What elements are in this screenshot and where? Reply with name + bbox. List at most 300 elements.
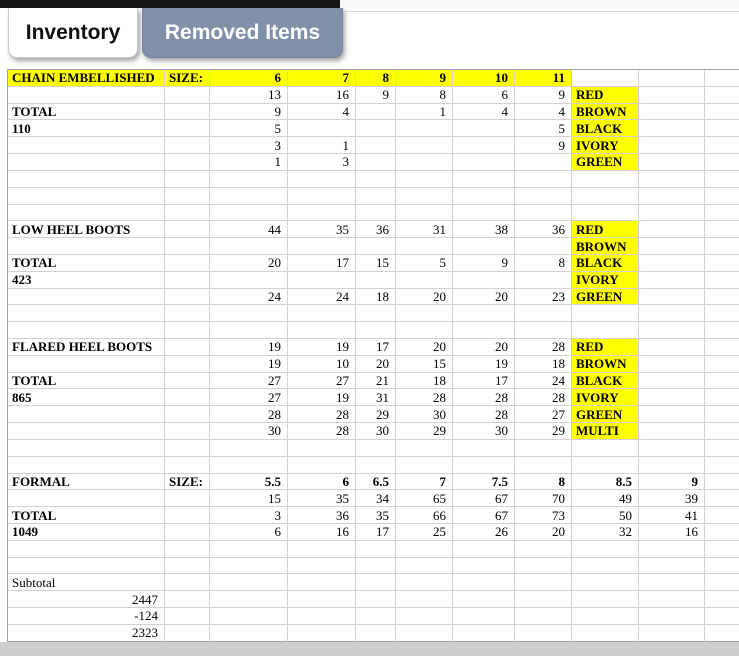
- cell-r28c10[interactable]: [705, 541, 739, 558]
- cell-r2c1[interactable]: [165, 104, 210, 121]
- cell-r10c9[interactable]: [639, 238, 705, 255]
- cell-r6c9[interactable]: [639, 171, 705, 188]
- cell-r10c1[interactable]: [165, 238, 210, 255]
- cell-r24c1[interactable]: SIZE:: [165, 474, 210, 491]
- cell-r32c2[interactable]: [210, 608, 288, 625]
- cell-r16c1[interactable]: [165, 339, 210, 356]
- cell-r10c4[interactable]: [356, 238, 396, 255]
- cell-r27c9[interactable]: 16: [639, 524, 705, 541]
- cell-r12c6[interactable]: [453, 272, 515, 289]
- cell-r18c3[interactable]: 27: [288, 373, 356, 390]
- cell-r9c5[interactable]: 31: [396, 221, 453, 238]
- cell-r22c0[interactable]: [8, 440, 165, 457]
- cell-r26c1[interactable]: [165, 507, 210, 524]
- cell-r0c5[interactable]: 9: [396, 70, 453, 87]
- cell-r21c7[interactable]: 29: [515, 423, 572, 440]
- cell-r5c9[interactable]: [639, 154, 705, 171]
- cell-r32c7[interactable]: [515, 608, 572, 625]
- cell-r10c7[interactable]: [515, 238, 572, 255]
- cell-r29c2[interactable]: [210, 558, 288, 575]
- cell-r31c1[interactable]: [165, 591, 210, 608]
- cell-r7c9[interactable]: [639, 188, 705, 205]
- cell-r30c5[interactable]: [396, 574, 453, 591]
- cell-r16c8[interactable]: RED: [572, 339, 639, 356]
- cell-r12c5[interactable]: [396, 272, 453, 289]
- cell-r30c9[interactable]: [639, 574, 705, 591]
- cell-r6c4[interactable]: [356, 171, 396, 188]
- cell-r33c1[interactable]: [165, 625, 210, 642]
- cell-r22c10[interactable]: [705, 440, 739, 457]
- cell-r11c3[interactable]: 17: [288, 255, 356, 272]
- cell-r11c0[interactable]: TOTAL: [8, 255, 165, 272]
- cell-r2c10[interactable]: [705, 104, 739, 121]
- cell-r25c2[interactable]: 15: [210, 490, 288, 507]
- cell-r20c0[interactable]: [8, 406, 165, 423]
- cell-r33c8[interactable]: [572, 625, 639, 642]
- cell-r0c8[interactable]: [572, 70, 639, 87]
- cell-r32c0[interactable]: -124: [8, 608, 165, 625]
- cell-r1c7[interactable]: 9: [515, 87, 572, 104]
- cell-r33c2[interactable]: [210, 625, 288, 642]
- cell-r31c9[interactable]: [639, 591, 705, 608]
- cell-r16c3[interactable]: 19: [288, 339, 356, 356]
- cell-r23c1[interactable]: [165, 457, 210, 474]
- cell-r33c7[interactable]: [515, 625, 572, 642]
- cell-r28c9[interactable]: [639, 541, 705, 558]
- cell-r33c5[interactable]: [396, 625, 453, 642]
- cell-r23c7[interactable]: [515, 457, 572, 474]
- cell-r13c9[interactable]: [639, 289, 705, 306]
- cell-r27c3[interactable]: 16: [288, 524, 356, 541]
- cell-r26c2[interactable]: 3: [210, 507, 288, 524]
- cell-r26c8[interactable]: 50: [572, 507, 639, 524]
- cell-r30c4[interactable]: [356, 574, 396, 591]
- cell-r11c4[interactable]: 15: [356, 255, 396, 272]
- cell-r6c5[interactable]: [396, 171, 453, 188]
- cell-r22c8[interactable]: [572, 440, 639, 457]
- cell-r27c7[interactable]: 20: [515, 524, 572, 541]
- cell-r13c1[interactable]: [165, 289, 210, 306]
- cell-r27c1[interactable]: [165, 524, 210, 541]
- cell-r19c6[interactable]: 28: [453, 389, 515, 406]
- cell-r17c10[interactable]: [705, 356, 739, 373]
- cell-r14c5[interactable]: [396, 305, 453, 322]
- cell-r16c10[interactable]: [705, 339, 739, 356]
- cell-r31c7[interactable]: [515, 591, 572, 608]
- cell-r20c10[interactable]: [705, 406, 739, 423]
- cell-r16c2[interactable]: 19: [210, 339, 288, 356]
- cell-r11c5[interactable]: 5: [396, 255, 453, 272]
- cell-r15c2[interactable]: [210, 322, 288, 339]
- cell-r14c1[interactable]: [165, 305, 210, 322]
- cell-r21c10[interactable]: [705, 423, 739, 440]
- cell-r11c2[interactable]: 20: [210, 255, 288, 272]
- cell-r14c9[interactable]: [639, 305, 705, 322]
- cell-r21c0[interactable]: [8, 423, 165, 440]
- cell-r32c3[interactable]: [288, 608, 356, 625]
- cell-r30c10[interactable]: [705, 574, 739, 591]
- cell-r0c6[interactable]: 10: [453, 70, 515, 87]
- cell-r7c7[interactable]: [515, 188, 572, 205]
- cell-r15c1[interactable]: [165, 322, 210, 339]
- cell-r31c0[interactable]: 2447: [8, 591, 165, 608]
- cell-r11c6[interactable]: 9: [453, 255, 515, 272]
- cell-r4c4[interactable]: [356, 137, 396, 154]
- cell-r4c0[interactable]: [8, 137, 165, 154]
- cell-r14c2[interactable]: [210, 305, 288, 322]
- cell-r14c10[interactable]: [705, 305, 739, 322]
- cell-r10c2[interactable]: [210, 238, 288, 255]
- cell-r22c5[interactable]: [396, 440, 453, 457]
- cell-r23c8[interactable]: [572, 457, 639, 474]
- cell-r22c7[interactable]: [515, 440, 572, 457]
- cell-r8c8[interactable]: [572, 205, 639, 222]
- cell-r13c4[interactable]: 18: [356, 289, 396, 306]
- cell-r9c7[interactable]: 36: [515, 221, 572, 238]
- cell-r18c7[interactable]: 24: [515, 373, 572, 390]
- cell-r24c0[interactable]: FORMAL: [8, 474, 165, 491]
- cell-r13c8[interactable]: GREEN: [572, 289, 639, 306]
- cell-r30c1[interactable]: [165, 574, 210, 591]
- cell-r26c6[interactable]: 67: [453, 507, 515, 524]
- cell-r14c0[interactable]: [8, 305, 165, 322]
- cell-r10c0[interactable]: [8, 238, 165, 255]
- cell-r24c9[interactable]: 9: [639, 474, 705, 491]
- cell-r15c8[interactable]: [572, 322, 639, 339]
- cell-r30c8[interactable]: [572, 574, 639, 591]
- cell-r26c3[interactable]: 36: [288, 507, 356, 524]
- cell-r29c6[interactable]: [453, 558, 515, 575]
- cell-r28c2[interactable]: [210, 541, 288, 558]
- cell-r21c2[interactable]: 30: [210, 423, 288, 440]
- cell-r26c9[interactable]: 41: [639, 507, 705, 524]
- cell-r0c4[interactable]: 8: [356, 70, 396, 87]
- cell-r17c6[interactable]: 19: [453, 356, 515, 373]
- cell-r16c5[interactable]: 20: [396, 339, 453, 356]
- cell-r18c5[interactable]: 18: [396, 373, 453, 390]
- cell-r3c7[interactable]: 5: [515, 120, 572, 137]
- cell-r18c1[interactable]: [165, 373, 210, 390]
- cell-r25c8[interactable]: 49: [572, 490, 639, 507]
- cell-r12c1[interactable]: [165, 272, 210, 289]
- cell-r4c7[interactable]: 9: [515, 137, 572, 154]
- cell-r2c2[interactable]: 9: [210, 104, 288, 121]
- cell-r19c3[interactable]: 19: [288, 389, 356, 406]
- cell-r0c2[interactable]: 6: [210, 70, 288, 87]
- cell-r26c5[interactable]: 66: [396, 507, 453, 524]
- cell-r3c3[interactable]: [288, 120, 356, 137]
- cell-r12c4[interactable]: [356, 272, 396, 289]
- cell-r29c3[interactable]: [288, 558, 356, 575]
- cell-r6c6[interactable]: [453, 171, 515, 188]
- cell-r19c7[interactable]: 28: [515, 389, 572, 406]
- cell-r28c0[interactable]: [8, 541, 165, 558]
- cell-r31c2[interactable]: [210, 591, 288, 608]
- cell-r6c7[interactable]: [515, 171, 572, 188]
- cell-r21c3[interactable]: 28: [288, 423, 356, 440]
- cell-r30c2[interactable]: [210, 574, 288, 591]
- cell-r29c8[interactable]: [572, 558, 639, 575]
- cell-r15c10[interactable]: [705, 322, 739, 339]
- cell-r1c0[interactable]: [8, 87, 165, 104]
- cell-r17c3[interactable]: 10: [288, 356, 356, 373]
- cell-r2c8[interactable]: BROWN: [572, 104, 639, 121]
- cell-r0c1[interactable]: SIZE:: [165, 70, 210, 87]
- cell-r13c6[interactable]: 20: [453, 289, 515, 306]
- cell-r10c3[interactable]: [288, 238, 356, 255]
- cell-r8c2[interactable]: [210, 205, 288, 222]
- cell-r21c5[interactable]: 29: [396, 423, 453, 440]
- tab-inventory[interactable]: [8, 8, 138, 58]
- cell-r31c6[interactable]: [453, 591, 515, 608]
- cell-r11c10[interactable]: [705, 255, 739, 272]
- cell-r32c8[interactable]: [572, 608, 639, 625]
- cell-r27c5[interactable]: 25: [396, 524, 453, 541]
- cell-r9c6[interactable]: 38: [453, 221, 515, 238]
- cell-r31c10[interactable]: [705, 591, 739, 608]
- cell-r3c0[interactable]: 110: [8, 120, 165, 137]
- cell-r4c1[interactable]: [165, 137, 210, 154]
- cell-r13c2[interactable]: 24: [210, 289, 288, 306]
- cell-r3c10[interactable]: [705, 120, 739, 137]
- cell-r23c3[interactable]: [288, 457, 356, 474]
- cell-r21c6[interactable]: 30: [453, 423, 515, 440]
- cell-r25c6[interactable]: 67: [453, 490, 515, 507]
- cell-r8c10[interactable]: [705, 205, 739, 222]
- cell-r17c1[interactable]: [165, 356, 210, 373]
- cell-r19c2[interactable]: 27: [210, 389, 288, 406]
- cell-r3c4[interactable]: [356, 120, 396, 137]
- cell-r4c6[interactable]: [453, 137, 515, 154]
- cell-r17c8[interactable]: BROWN: [572, 356, 639, 373]
- cell-r15c3[interactable]: [288, 322, 356, 339]
- cell-r19c4[interactable]: 31: [356, 389, 396, 406]
- cell-r22c9[interactable]: [639, 440, 705, 457]
- cell-r8c0[interactable]: [8, 205, 165, 222]
- cell-r6c10[interactable]: [705, 171, 739, 188]
- cell-r27c0[interactable]: 1049: [8, 524, 165, 541]
- cell-r2c3[interactable]: 4: [288, 104, 356, 121]
- cell-r25c7[interactable]: 70: [515, 490, 572, 507]
- cell-r0c3[interactable]: 7: [288, 70, 356, 87]
- cell-r33c3[interactable]: [288, 625, 356, 642]
- cell-r26c10[interactable]: [705, 507, 739, 524]
- cell-r12c3[interactable]: [288, 272, 356, 289]
- cell-r27c10[interactable]: [705, 524, 739, 541]
- cell-r23c9[interactable]: [639, 457, 705, 474]
- cell-r9c0[interactable]: LOW HEEL BOOTS: [8, 221, 165, 238]
- cell-r21c1[interactable]: [165, 423, 210, 440]
- cell-r15c9[interactable]: [639, 322, 705, 339]
- cell-r1c8[interactable]: RED: [572, 87, 639, 104]
- cell-r5c3[interactable]: 3: [288, 154, 356, 171]
- cell-r33c0[interactable]: 2323: [8, 625, 165, 642]
- cell-r14c8[interactable]: [572, 305, 639, 322]
- cell-r20c2[interactable]: 28: [210, 406, 288, 423]
- cell-r25c3[interactable]: 35: [288, 490, 356, 507]
- cell-r27c4[interactable]: 17: [356, 524, 396, 541]
- cell-r6c2[interactable]: [210, 171, 288, 188]
- cell-r7c4[interactable]: [356, 188, 396, 205]
- cell-r5c6[interactable]: [453, 154, 515, 171]
- cell-r5c5[interactable]: [396, 154, 453, 171]
- cell-r28c4[interactable]: [356, 541, 396, 558]
- cell-r2c6[interactable]: 4: [453, 104, 515, 121]
- cell-r15c6[interactable]: [453, 322, 515, 339]
- cell-r31c5[interactable]: [396, 591, 453, 608]
- cell-r7c0[interactable]: [8, 188, 165, 205]
- cell-r23c10[interactable]: [705, 457, 739, 474]
- cell-r17c4[interactable]: 20: [356, 356, 396, 373]
- cell-r18c6[interactable]: 17: [453, 373, 515, 390]
- cell-r25c4[interactable]: 34: [356, 490, 396, 507]
- cell-r18c8[interactable]: BLACK: [572, 373, 639, 390]
- cell-r32c9[interactable]: [639, 608, 705, 625]
- cell-r21c4[interactable]: 30: [356, 423, 396, 440]
- cell-r22c3[interactable]: [288, 440, 356, 457]
- cell-r18c10[interactable]: [705, 373, 739, 390]
- cell-r15c7[interactable]: [515, 322, 572, 339]
- cell-r23c0[interactable]: [8, 457, 165, 474]
- cell-r9c4[interactable]: 36: [356, 221, 396, 238]
- cell-r17c9[interactable]: [639, 356, 705, 373]
- cell-r27c8[interactable]: 32: [572, 524, 639, 541]
- cell-r20c9[interactable]: [639, 406, 705, 423]
- cell-r13c0[interactable]: [8, 289, 165, 306]
- cell-r9c3[interactable]: 35: [288, 221, 356, 238]
- cell-r9c2[interactable]: 44: [210, 221, 288, 238]
- cell-r31c4[interactable]: [356, 591, 396, 608]
- cell-r22c4[interactable]: [356, 440, 396, 457]
- cell-r29c0[interactable]: [8, 558, 165, 575]
- cell-r10c6[interactable]: [453, 238, 515, 255]
- cell-r16c4[interactable]: 17: [356, 339, 396, 356]
- cell-r21c8[interactable]: MULTI: [572, 423, 639, 440]
- cell-r14c6[interactable]: [453, 305, 515, 322]
- cell-r12c9[interactable]: [639, 272, 705, 289]
- cell-r24c10[interactable]: [705, 474, 739, 491]
- cell-r32c10[interactable]: [705, 608, 739, 625]
- cell-r0c0[interactable]: CHAIN EMBELLISHED: [8, 70, 165, 87]
- cell-r0c9[interactable]: [639, 70, 705, 87]
- cell-r24c7[interactable]: 8: [515, 474, 572, 491]
- cell-r32c4[interactable]: [356, 608, 396, 625]
- cell-r30c7[interactable]: [515, 574, 572, 591]
- cell-r14c7[interactable]: [515, 305, 572, 322]
- cell-r8c6[interactable]: [453, 205, 515, 222]
- cell-r5c7[interactable]: [515, 154, 572, 171]
- cell-r2c7[interactable]: 4: [515, 104, 572, 121]
- cell-r3c9[interactable]: [639, 120, 705, 137]
- cell-r4c3[interactable]: 1: [288, 137, 356, 154]
- cell-r29c7[interactable]: [515, 558, 572, 575]
- cell-r20c7[interactable]: 27: [515, 406, 572, 423]
- cell-r29c10[interactable]: [705, 558, 739, 575]
- cell-r9c8[interactable]: RED: [572, 221, 639, 238]
- cell-r19c5[interactable]: 28: [396, 389, 453, 406]
- cell-r1c9[interactable]: [639, 87, 705, 104]
- cell-r13c3[interactable]: 24: [288, 289, 356, 306]
- cell-r6c3[interactable]: [288, 171, 356, 188]
- cell-r12c7[interactable]: [515, 272, 572, 289]
- cell-r26c4[interactable]: 35: [356, 507, 396, 524]
- cell-r8c4[interactable]: [356, 205, 396, 222]
- cell-r4c8[interactable]: IVORY: [572, 137, 639, 154]
- cell-r31c8[interactable]: [572, 591, 639, 608]
- cell-r23c5[interactable]: [396, 457, 453, 474]
- cell-r28c1[interactable]: [165, 541, 210, 558]
- cell-r17c2[interactable]: 19: [210, 356, 288, 373]
- cell-r12c8[interactable]: IVORY: [572, 272, 639, 289]
- cell-r16c6[interactable]: 20: [453, 339, 515, 356]
- cell-r33c6[interactable]: [453, 625, 515, 642]
- cell-r8c5[interactable]: [396, 205, 453, 222]
- cell-r16c0[interactable]: FLARED HEEL BOOTS: [8, 339, 165, 356]
- cell-r24c3[interactable]: 6: [288, 474, 356, 491]
- cell-r23c4[interactable]: [356, 457, 396, 474]
- cell-r29c5[interactable]: [396, 558, 453, 575]
- cell-r6c8[interactable]: [572, 171, 639, 188]
- cell-r8c7[interactable]: [515, 205, 572, 222]
- cell-r7c2[interactable]: [210, 188, 288, 205]
- cell-r28c8[interactable]: [572, 541, 639, 558]
- cell-r19c0[interactable]: 865: [8, 389, 165, 406]
- cell-r5c1[interactable]: [165, 154, 210, 171]
- cell-r0c10[interactable]: [705, 70, 739, 87]
- cell-r1c1[interactable]: [165, 87, 210, 104]
- cell-r28c5[interactable]: [396, 541, 453, 558]
- cell-r1c10[interactable]: [705, 87, 739, 104]
- cell-r32c5[interactable]: [396, 608, 453, 625]
- cell-r3c8[interactable]: BLACK: [572, 120, 639, 137]
- cell-r25c1[interactable]: [165, 490, 210, 507]
- cell-r23c6[interactable]: [453, 457, 515, 474]
- cell-r5c8[interactable]: GREEN: [572, 154, 639, 171]
- cell-r18c0[interactable]: TOTAL: [8, 373, 165, 390]
- cell-r15c5[interactable]: [396, 322, 453, 339]
- cell-r26c7[interactable]: 73: [515, 507, 572, 524]
- cell-r20c8[interactable]: GREEN: [572, 406, 639, 423]
- cell-r26c0[interactable]: TOTAL: [8, 507, 165, 524]
- cell-r27c6[interactable]: 26: [453, 524, 515, 541]
- cell-r17c7[interactable]: 18: [515, 356, 572, 373]
- cell-r24c5[interactable]: 7: [396, 474, 453, 491]
- cell-r1c5[interactable]: 8: [396, 87, 453, 104]
- cell-r7c1[interactable]: [165, 188, 210, 205]
- cell-r25c0[interactable]: [8, 490, 165, 507]
- tab-removed-items[interactable]: [142, 8, 343, 58]
- cell-r13c10[interactable]: [705, 289, 739, 306]
- cell-r15c4[interactable]: [356, 322, 396, 339]
- cell-r24c4[interactable]: 6.5: [356, 474, 396, 491]
- cell-r7c10[interactable]: [705, 188, 739, 205]
- cell-r11c1[interactable]: [165, 255, 210, 272]
- cell-r18c2[interactable]: 27: [210, 373, 288, 390]
- cell-r1c2[interactable]: 13: [210, 87, 288, 104]
- cell-r3c6[interactable]: [453, 120, 515, 137]
- cell-r24c6[interactable]: 7.5: [453, 474, 515, 491]
- cell-r29c4[interactable]: [356, 558, 396, 575]
- cell-r1c4[interactable]: 9: [356, 87, 396, 104]
- cell-r16c9[interactable]: [639, 339, 705, 356]
- cell-r22c2[interactable]: [210, 440, 288, 457]
- cell-r9c10[interactable]: [705, 221, 739, 238]
- cell-r30c0[interactable]: Subtotal: [8, 574, 165, 591]
- cell-r32c1[interactable]: [165, 608, 210, 625]
- cell-r19c10[interactable]: [705, 389, 739, 406]
- cell-r33c9[interactable]: [639, 625, 705, 642]
- cell-r16c7[interactable]: 28: [515, 339, 572, 356]
